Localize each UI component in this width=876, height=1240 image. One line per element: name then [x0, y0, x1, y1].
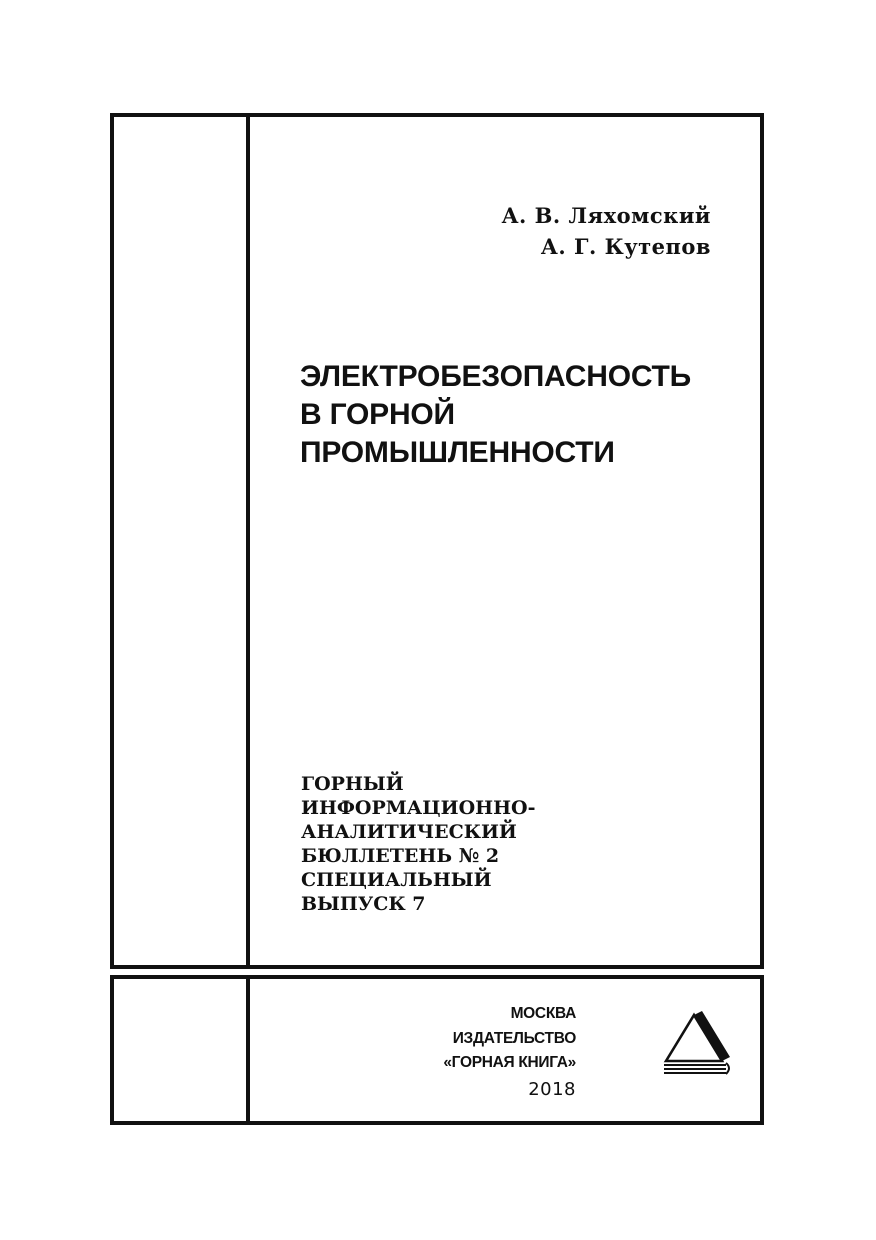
author-2: А. Г. Кутепов: [540, 234, 711, 259]
book-title: [300, 358, 691, 472]
series-line-1: ГОРНЫЙ: [301, 773, 404, 795]
publisher-city: МОСКВА: [510, 1005, 576, 1022]
authors-block: [501, 200, 711, 262]
series-line-6: ВЫПУСК 7: [301, 893, 426, 915]
series-line-2: ИНФОРМАЦИОННО-: [301, 797, 536, 819]
title-line-1: ЭЛЕКТРОБЕЗОПАСНОСТЬ: [300, 360, 692, 393]
publisher-block: [443, 1002, 576, 1103]
series-block: [301, 772, 535, 916]
series-line-4: БЮЛЛЕТЕНЬ № 2: [301, 845, 500, 867]
publication-year: 2018: [528, 1078, 576, 1100]
title-line-2: В ГОРНОЙ: [300, 398, 455, 431]
bottom-divider-band: [110, 965, 764, 979]
triangle-book-logo-icon: [662, 1011, 734, 1081]
publisher-house: ИЗДАТЕЛЬСТВО: [452, 1029, 576, 1047]
series-line-3: АНАЛИТИЧЕСКИЙ: [301, 821, 517, 843]
series-line-5: СПЕЦИАЛЬНЫЙ: [301, 869, 492, 891]
title-line-3: ПРОМЫШЛЕННОСТИ: [300, 436, 615, 469]
publisher-name: «ГОРНАЯ КНИГА»: [443, 1054, 576, 1071]
author-1: А. В. Ляхомский: [501, 203, 711, 228]
